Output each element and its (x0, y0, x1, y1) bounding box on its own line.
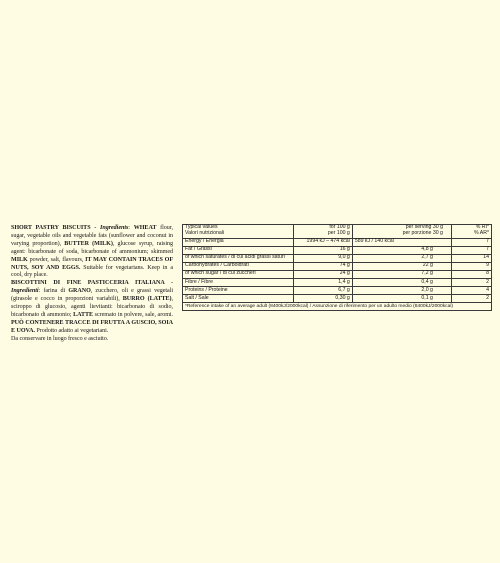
ingredients-english: SHORT PASTRY BISCUITS - Ingredients: WHEAT flour, sugar, vegetable oils and vegetable fats (sunflower and coconut in varying proportion), BUTTER (MILK), glucose syrup, raising agent: bicarbonate of soda, bicarbonate of ammonium; skimmed MILK powder, salt, flavours, IT MAY CONTAIN TRACES OF NUTS, SOY AND EGGS. Suitable for vegetarians. Keep in a cool, dry place. (11, 225, 173, 279)
allergen-grano: GRANO (68, 288, 91, 295)
table-row: Proteins / Proteine 6,7 g 2,0 g 4 (183, 287, 492, 295)
traces-warning-it: PUÒ CONTENERE TRACCE DI FRUTTA A GUSCIO, SOIA E UOVA. (11, 319, 173, 334)
reference-intake-footnote: *Reference intake of an average adult (8400kJ/2000kcal) / Assunzione di riferimento per un adulto medio (8400kJ/2000kcal) (183, 303, 492, 311)
product-title-en: SHORT PASTRY BISCUITS (11, 225, 91, 231)
table-row: Fat / Grassi 16 g 4,8 g 7 (183, 246, 492, 254)
table-row: of which sugar / di cui zuccheri 24 g 7,2 g 8 (183, 270, 492, 278)
ingredients-label-en: Ingredients (100, 225, 129, 231)
header-per-serving: per serving 30 g per porzione 30 g (352, 225, 451, 239)
header-ri: % RI* % AR* (451, 225, 491, 239)
table-row: Energy / Energia 1994 kJ – 474 kcal 589 kJ / 140 kcal 7 (183, 238, 492, 246)
nutrition-header-row (183, 225, 492, 239)
ingredients-label-it: Ingredienti (11, 288, 39, 295)
ingredients-italian: BISCOTTINI DI FINE PASTICCERIA ITALIANA - Ingredienti: farina di GRANO, zucchero, oli e grassi vegetali (girasole e cocco in proporzioni variabili), BURRO (LATTE), sciroppo di glucosio, agenti lievitanti: bicarbonato di sodio, bicarbonato di ammonio; LATTE scremato in polvere, sale, aromi. PUÒ CONTENERE TRACCE DI FRUTTA A GUSCIO, SOIA E UOVA. Prodotto adatto ai vegetariani. (11, 280, 173, 334)
nutrition-table (182, 224, 492, 311)
product-title-it: BISCOTTINI DI FINE PASTICCERIA ITALIANA (11, 280, 165, 287)
table-row: Fibre / Fibre 1,4 g 0,4 g 2 (183, 278, 492, 286)
allergen-milk: MILK (11, 256, 28, 263)
traces-warning-en: IT MAY CONTAIN TRACES OF NUTS, SOY AND EGGS. (11, 256, 173, 271)
storage-note-it: Da conservare in luogo fresco e asciutto. (11, 335, 109, 342)
ingredients-text (11, 225, 173, 344)
allergen-butter: BUTTER (MILK) (64, 240, 113, 247)
allergen-burro: BURRO (LATTE) (122, 296, 172, 303)
header-per-100g: for 100 g per 100 g (294, 225, 352, 239)
header-typical-values: Typical values Valori nutrizionali (183, 225, 294, 239)
footnote-row (183, 303, 492, 311)
table-row: of which saturates / di cui acidi grassi saturi 9,0 g 2,7 g 14 (183, 254, 492, 262)
table-row: Carbohydrates / Carboidrati 74 g 22 g 9 (183, 262, 492, 270)
allergen-wheat: WHEAT (133, 225, 157, 231)
table-row: Salt / Sale 0,30 g 0,1 g 2 (183, 295, 492, 303)
allergen-latte: LATTE (73, 311, 94, 318)
